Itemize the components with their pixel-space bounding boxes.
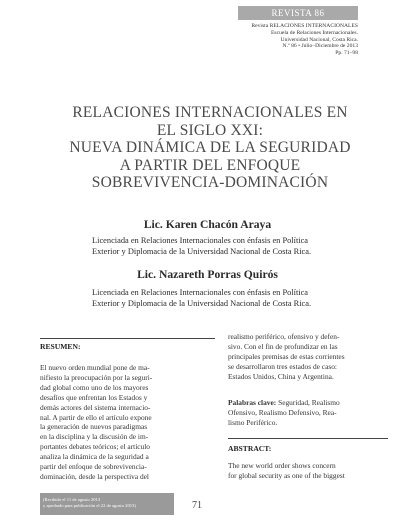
meta-line: Pp. 71–98	[335, 50, 358, 57]
author-name: Lic. Nazareth Porras Quirós	[137, 268, 278, 281]
affiliation-line: Licenciada en Relaciones Internacionales con énfasis en Política	[92, 236, 309, 245]
affiliation-line: Exterior y Diplomacia de la Universidad Nacional de Costa Rica.	[92, 247, 312, 257]
text-line: El nuevo orden mundial pone de ma-	[40, 363, 150, 372]
meta-line: Escuela de Relaciones Internacionales.	[271, 29, 358, 36]
title-line: A PARTIR DEL ENFOQUE	[119, 156, 301, 174]
abstract-heading: ABSTRACT:	[228, 444, 272, 453]
abstract-body	[228, 461, 388, 481]
meta-line: Revista RELACIONES INTERNACIONALES	[251, 23, 358, 29]
article-title	[40, 104, 380, 192]
affiliation-line: Exterior y Diplomacia de la Universidad Nacional de Costa Rica.	[92, 299, 312, 309]
text-line: partir del enfoque de sobrevivencia-	[40, 462, 147, 472]
title-line: SOBREVIVENCIA-DOMINACIÓN	[91, 174, 329, 192]
meta-line: Universidad Nacional, Costa Rica.	[280, 36, 358, 43]
text-line: demás actores del sistema internacio-	[40, 402, 151, 412]
received-dates-box	[40, 493, 174, 515]
author-name: Lic. Karen Chacón Araya	[143, 218, 272, 231]
revista-badge: REVISTA 86	[238, 6, 358, 20]
keywords	[228, 398, 388, 428]
text-line: dominación, desde la perspectiva del	[40, 471, 149, 481]
text-line: for global security as one of the biggest	[228, 470, 345, 480]
text-line: realismo periférico, ofensivo y defen-	[228, 332, 340, 341]
journal-meta	[158, 23, 358, 57]
text-line: dad global como uno de los mayores	[40, 382, 149, 392]
text-line: se desarrollaron tres estados de caso:	[228, 361, 337, 371]
page-number: 71	[192, 500, 202, 511]
resumen-continued	[228, 332, 388, 382]
text-line: analiza la dinámica de la seguridad a	[40, 452, 149, 462]
meta-line: N.º 86 • Julio–Diciembre de 2013	[282, 43, 358, 50]
title-line: EL SIGLO XXI:	[156, 121, 264, 139]
abstract-rule	[228, 438, 388, 439]
text-line: la generación de nuevos paradigmas	[40, 422, 148, 432]
author-affiliation	[92, 235, 392, 258]
text-line: Estados Unidos, China y Argentina.	[228, 371, 334, 381]
keywords-text: Seguridad, Realismo	[276, 398, 340, 407]
affiliation-line: Licenciada en Relaciones Internacionales con énfasis en Política	[92, 288, 309, 297]
keywords-line: Ofensivo, Realismo Defensivo, Rea-	[228, 407, 337, 417]
text-line: en la disciplina y la discusión de im-	[40, 432, 149, 442]
resumen-body	[40, 363, 215, 482]
keywords-line: lismo Periférico.	[228, 417, 278, 427]
text-line: The new world order shows concern	[228, 461, 336, 470]
author-affiliation	[92, 287, 392, 310]
text-line: portantes debates teóricos; el artículo	[40, 442, 150, 452]
text-line: principales premisas de estas corrientes	[228, 351, 345, 361]
resumen-heading: RESUMEN:	[40, 342, 81, 351]
text-line: desafíos que enfrentan los Estados y	[40, 392, 148, 402]
text-line: nal. A partir de ello el artículo expone	[40, 412, 152, 422]
column-rule	[40, 338, 215, 339]
keywords-line	[228, 398, 388, 408]
text-line: sivo. Con el fin de profundizar en las	[228, 341, 338, 351]
title-line: RELACIONES INTERNACIONALES EN	[72, 104, 348, 121]
title-line: NUEVA DINÁMICA DE LA SEGURIDAD	[69, 139, 351, 157]
date-line: (Recibido el 11 de agosto 2013	[43, 497, 101, 502]
date-line: y aprobado para publicación el 22 de agosto 2013)	[43, 503, 136, 508]
text-line: nifiesto la preocupación por la seguri-	[40, 372, 153, 382]
keywords-label: Palabras clave:	[228, 398, 277, 407]
